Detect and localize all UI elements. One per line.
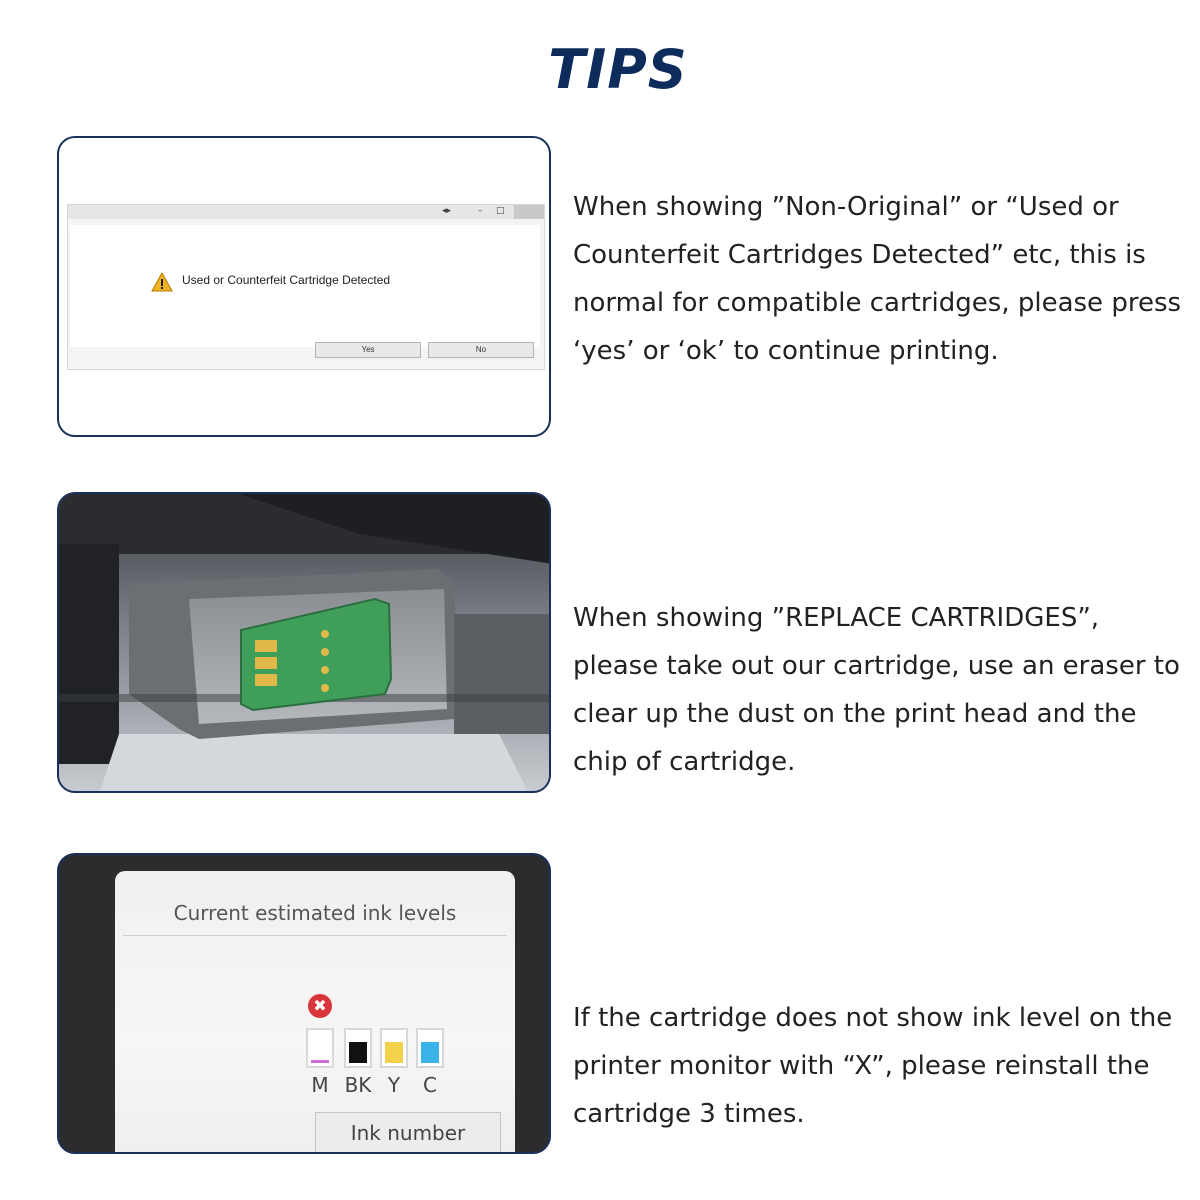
ink-label-y: Y <box>387 1073 401 1097</box>
page-title: TIPS <box>548 38 688 101</box>
tip-text-3: If the cartridge does not show ink level on the printer monitor with “X”, please reinstall the cartridge 3 times. <box>573 1003 1173 1129</box>
ink-fill-m <box>311 1060 329 1063</box>
ink-fill-bk <box>349 1042 367 1063</box>
cartridge-chip-photo <box>57 492 551 793</box>
ink-fill-c <box>421 1042 439 1063</box>
maximize-icon[interactable]: □ <box>496 206 505 216</box>
warning-icon <box>151 272 173 292</box>
cartridge-illustration <box>59 494 551 793</box>
warning-dialog <box>67 204 545 370</box>
dialog-titlebar <box>68 205 544 219</box>
ink-slot-bk <box>344 1028 372 1068</box>
ink-levels-heading: Current estimated ink levels <box>173 901 457 925</box>
ink-fill-y <box>385 1042 403 1063</box>
dialog-screenshot-panel <box>57 136 551 437</box>
close-icon[interactable] <box>514 205 544 219</box>
printer-screen-photo <box>57 853 551 1154</box>
divider <box>123 935 507 936</box>
yes-button[interactable]: Yes <box>315 342 421 358</box>
ink-number-button[interactable]: Ink number <box>315 1112 501 1154</box>
ink-slot-m <box>306 1028 334 1068</box>
error-x-icon: ✖ <box>308 994 332 1018</box>
ink-label-m: M <box>311 1073 329 1097</box>
ink-slot-c <box>416 1028 444 1068</box>
help-icon[interactable]: ◂▸ <box>442 206 452 216</box>
tip-text-2: When showing ”REPLACE CARTRIDGES”, please take out our cartridge, use an eraser to clear up the dust on the print head and the chip of cartridge. <box>573 603 1180 777</box>
minimize-icon[interactable]: – <box>478 206 483 216</box>
no-button[interactable]: No <box>428 342 534 358</box>
ink-label-c: C <box>423 1073 437 1097</box>
ink-slot-y <box>380 1028 408 1068</box>
ink-label-bk: BK <box>344 1073 372 1097</box>
tip-text-1: When showing ”Non-Original” or “Used or Counterfeit Cartridges Detected” etc, this is normal for compatible cartridges, please press ‘yes’ or ‘ok’ to continue printing. <box>573 192 1182 366</box>
dialog-message: Used or Counterfeit Cartridge Detected <box>182 273 391 287</box>
